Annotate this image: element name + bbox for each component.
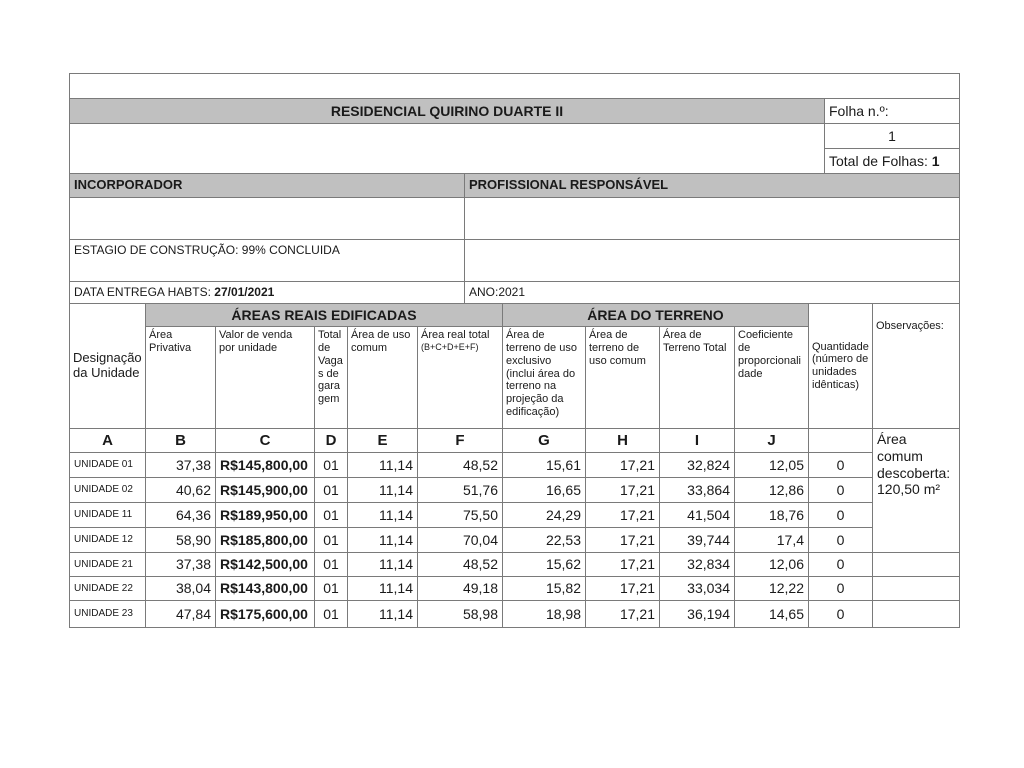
year-field: ANO:2021 xyxy=(464,281,960,304)
cell-land-exclusive: 16,65 xyxy=(502,477,586,503)
cell-land-total: 41,504 xyxy=(659,502,735,528)
cell-unit-designation: UNIDADE 22 xyxy=(69,576,146,601)
cell-parking: 01 xyxy=(314,502,348,528)
cell-common-area: 11,14 xyxy=(347,527,418,553)
sheet-number: 1 xyxy=(824,123,960,149)
header-land-total: Área de Terreno Total xyxy=(659,326,735,429)
total-sheets xyxy=(824,148,960,174)
cell-land-exclusive: 15,62 xyxy=(502,552,586,577)
cell-land-exclusive: 15,82 xyxy=(502,576,586,601)
cell-land-common: 17,21 xyxy=(585,452,660,478)
delivery-label: DATA ENTREGA HABTS: xyxy=(74,284,211,299)
top-blank-row xyxy=(69,73,960,99)
header-common-area: Área de uso comum xyxy=(347,326,418,429)
delivery-date-value: 27/01/2021 xyxy=(214,284,275,299)
cell-land-common: 17,21 xyxy=(585,600,660,628)
cell-coefficient: 12,06 xyxy=(734,552,809,577)
cell-private-area: 37,38 xyxy=(145,452,216,478)
column-letter-f: F xyxy=(417,428,503,453)
delivery-date xyxy=(69,281,465,304)
cell-coefficient: 12,86 xyxy=(734,477,809,503)
cell-land-common: 17,21 xyxy=(585,552,660,577)
column-letter-h: H xyxy=(585,428,660,453)
header-land-exclusive: Área de terreno de uso exclusivo (inclui área do terreno na projeção da edificação) xyxy=(502,326,586,429)
column-letter-c: C xyxy=(215,428,315,453)
incorporator-field xyxy=(69,197,465,240)
cell-quantity: 0 xyxy=(808,527,873,553)
cell-total-area: 51,76 xyxy=(417,477,503,503)
cell-private-area: 38,04 xyxy=(145,576,216,601)
cell-parking: 01 xyxy=(314,552,348,577)
cell-sale-value: R$143,800,00 xyxy=(215,576,315,601)
cell-common-area: 11,14 xyxy=(347,600,418,628)
cell-coefficient: 12,22 xyxy=(734,576,809,601)
observation-cell xyxy=(872,576,960,601)
header-quantity-label: Quantidade (número de unidades idênticas) xyxy=(812,340,869,391)
cell-quantity: 0 xyxy=(808,452,873,478)
cell-sale-value: R$189,950,00 xyxy=(215,502,315,528)
group-built-areas: ÁREAS REAIS EDIFICADAS xyxy=(145,303,503,327)
cell-land-total: 32,834 xyxy=(659,552,735,577)
header-observations: Observações: xyxy=(872,303,960,429)
cell-coefficient: 14,65 xyxy=(734,600,809,628)
observation-note: Área comum descoberta: 120,50 m² xyxy=(872,428,960,553)
cell-land-total: 33,864 xyxy=(659,477,735,503)
header-quantity xyxy=(808,303,873,429)
cell-parking: 01 xyxy=(314,477,348,503)
cell-sale-value: R$145,900,00 xyxy=(215,477,315,503)
cell-common-area: 11,14 xyxy=(347,502,418,528)
title-blank-area xyxy=(69,123,825,174)
cell-parking: 01 xyxy=(314,452,348,478)
cell-total-area: 75,50 xyxy=(417,502,503,528)
cell-unit-designation: UNIDADE 12 xyxy=(69,527,146,553)
cell-land-exclusive: 15,61 xyxy=(502,452,586,478)
column-letter-b: B xyxy=(145,428,216,453)
header-total-area-formula: (B+C+D+E+F) xyxy=(421,341,479,352)
cell-unit-designation: UNIDADE 01 xyxy=(69,452,146,478)
header-designation xyxy=(69,303,146,429)
cell-total-area: 49,18 xyxy=(417,576,503,601)
cell-coefficient: 17,4 xyxy=(734,527,809,553)
cell-quantity: 0 xyxy=(808,552,873,577)
cell-common-area: 11,14 xyxy=(347,552,418,577)
cell-quantity: 0 xyxy=(808,600,873,628)
construction-stage-right xyxy=(464,239,960,282)
group-land-area: ÁREA DO TERRENO xyxy=(502,303,809,327)
cell-land-common: 17,21 xyxy=(585,527,660,553)
cell-land-exclusive: 24,29 xyxy=(502,502,586,528)
responsible-header: PROFISSIONAL RESPONSÁVEL xyxy=(464,173,960,198)
cell-unit-designation: UNIDADE 21 xyxy=(69,552,146,577)
header-coefficient: Coeficiente de proporcionali dade xyxy=(734,326,809,429)
header-total-area-label: Área real total xyxy=(421,329,490,341)
sheet-label: Folha n.º: xyxy=(824,98,960,124)
header-private-area: Área Privativa xyxy=(145,326,216,429)
header-designation-label: Designação da Unidade xyxy=(73,350,142,380)
observation-cell xyxy=(872,600,960,628)
total-sheets-value: 1 xyxy=(931,152,940,169)
cell-land-exclusive: 18,98 xyxy=(502,600,586,628)
cell-sale-value: R$185,800,00 xyxy=(215,527,315,553)
total-sheets-label: Total de Folhas: xyxy=(829,152,928,169)
column-letter-i: I xyxy=(659,428,735,453)
column-letter-e: E xyxy=(347,428,418,453)
cell-unit-designation: UNIDADE 02 xyxy=(69,477,146,503)
column-letter-d: D xyxy=(314,428,348,453)
header-land-common: Área de terreno de uso comum xyxy=(585,326,660,429)
construction-stage: ESTAGIO DE CONSTRUÇÃO: 99% CONCLUIDA xyxy=(69,239,465,282)
document-title: RESIDENCIAL QUIRINO DUARTE II xyxy=(69,98,825,124)
cell-land-total: 39,744 xyxy=(659,527,735,553)
cell-private-area: 58,90 xyxy=(145,527,216,553)
cell-parking: 01 xyxy=(314,576,348,601)
cell-quantity: 0 xyxy=(808,576,873,601)
cell-land-total: 33,034 xyxy=(659,576,735,601)
cell-land-total: 36,194 xyxy=(659,600,735,628)
cell-total-area: 70,04 xyxy=(417,527,503,553)
cell-coefficient: 18,76 xyxy=(734,502,809,528)
cell-parking: 01 xyxy=(314,527,348,553)
cell-quantity: 0 xyxy=(808,477,873,503)
cell-quantity: 0 xyxy=(808,502,873,528)
header-total-area xyxy=(417,326,503,429)
cell-private-area: 47,84 xyxy=(145,600,216,628)
cell-sale-value: R$145,800,00 xyxy=(215,452,315,478)
cell-private-area: 64,36 xyxy=(145,502,216,528)
column-letter-blank xyxy=(808,428,873,453)
cell-coefficient: 12,05 xyxy=(734,452,809,478)
cell-common-area: 11,14 xyxy=(347,477,418,503)
cell-land-common: 17,21 xyxy=(585,576,660,601)
column-letter-j: J xyxy=(734,428,809,453)
header-sale-value: Valor de venda por unidade xyxy=(215,326,315,429)
cell-total-area: 48,52 xyxy=(417,552,503,577)
incorporator-header: INCORPORADOR xyxy=(69,173,465,198)
column-letter-g: G xyxy=(502,428,586,453)
cell-land-common: 17,21 xyxy=(585,502,660,528)
cell-total-area: 58,98 xyxy=(417,600,503,628)
cell-land-common: 17,21 xyxy=(585,477,660,503)
cell-private-area: 37,38 xyxy=(145,552,216,577)
header-parking: Total de Vaga s de gara gem xyxy=(314,326,348,429)
cell-private-area: 40,62 xyxy=(145,477,216,503)
cell-common-area: 11,14 xyxy=(347,452,418,478)
cell-land-total: 32,824 xyxy=(659,452,735,478)
cell-sale-value: R$142,500,00 xyxy=(215,552,315,577)
cell-unit-designation: UNIDADE 11 xyxy=(69,502,146,528)
column-letter-a: A xyxy=(69,428,146,453)
responsible-field xyxy=(464,197,960,240)
cell-parking: 01 xyxy=(314,600,348,628)
observation-cell xyxy=(872,552,960,577)
cell-total-area: 48,52 xyxy=(417,452,503,478)
cell-land-exclusive: 22,53 xyxy=(502,527,586,553)
cell-sale-value: R$175,600,00 xyxy=(215,600,315,628)
cell-unit-designation: UNIDADE 23 xyxy=(69,600,146,628)
cell-common-area: 11,14 xyxy=(347,576,418,601)
